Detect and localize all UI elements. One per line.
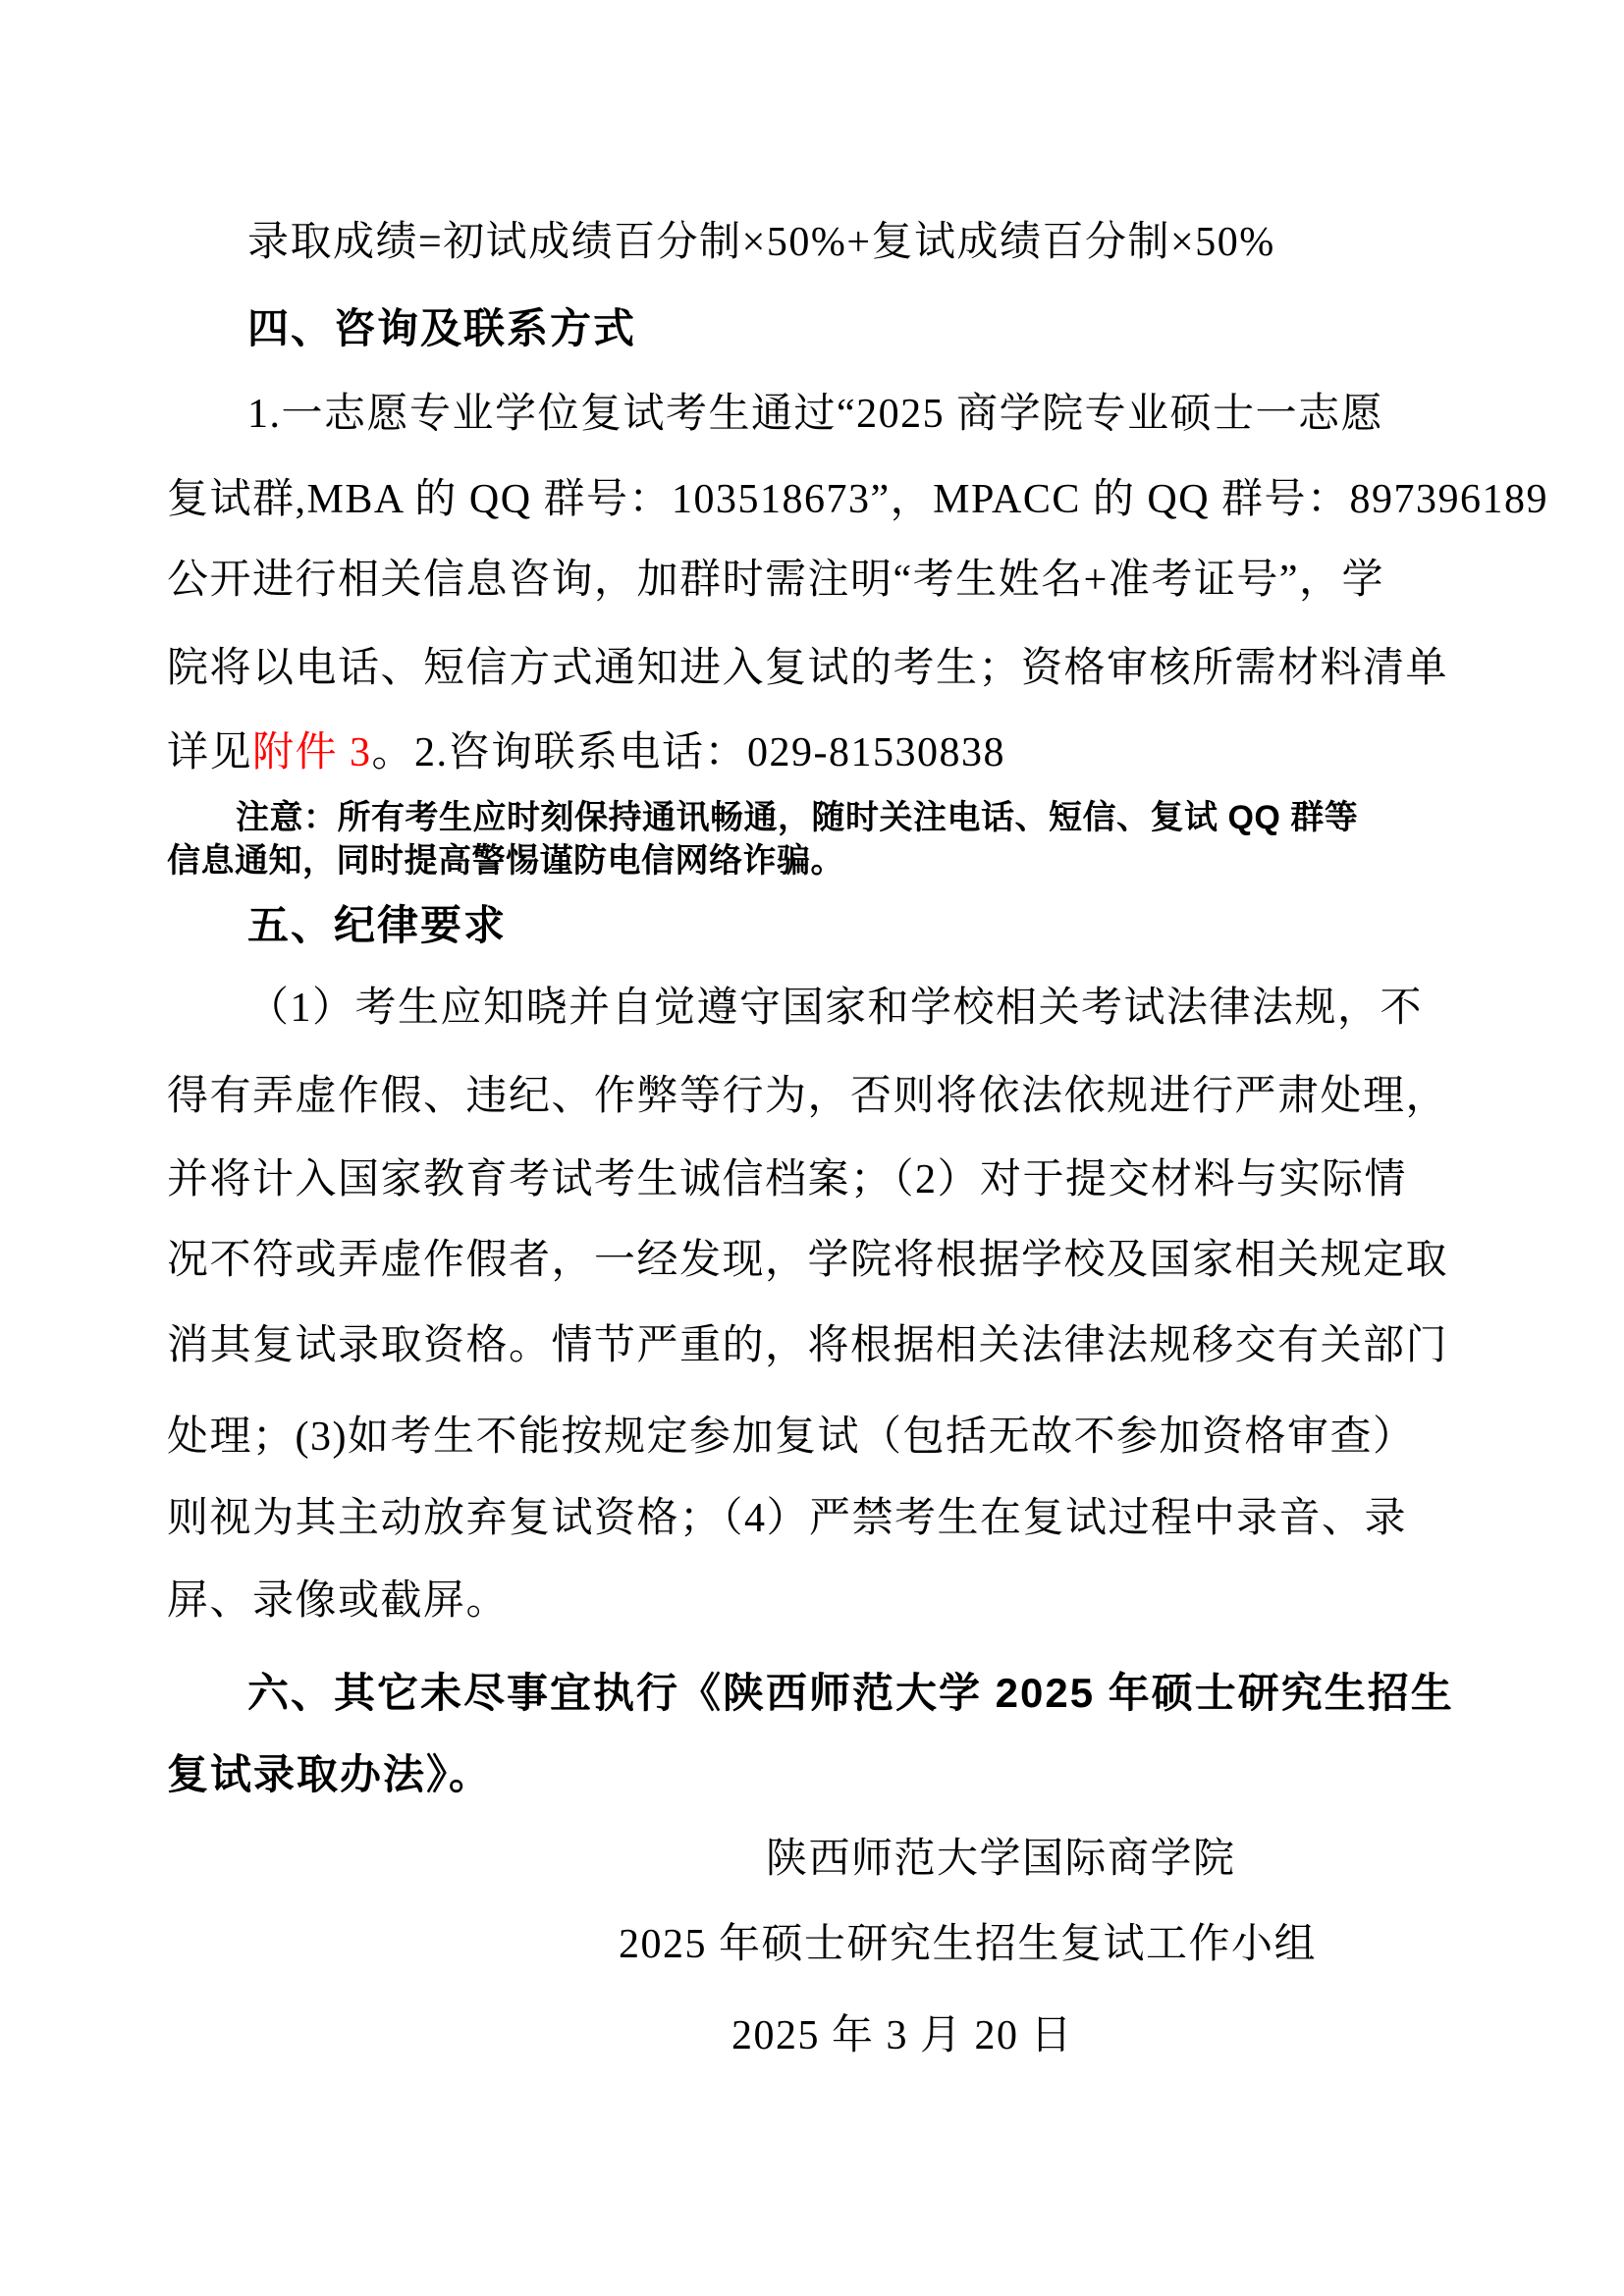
section5-paragraph-line: 并将计入国家教育考试考生诚信档案；（2）对于提交材料与实际情 xyxy=(167,1157,1408,1202)
section5-paragraph-line: （1）考生应知晓并自觉遵守国家和学校相关考试法律法规，不 xyxy=(247,986,1424,1031)
section4-heading: 四、咨询及联系方式 xyxy=(247,305,637,351)
section4-paragraph-line: 院将以电话、短信方式通知进入复试的考生；资格审核所需材料清单 xyxy=(167,646,1449,691)
formula-line: 录取成绩=初试成绩百分制×50%+复试成绩百分制×50% xyxy=(247,220,1275,265)
section6-heading-line: 六、其它未尽事宜执行《陕西师范大学 2025 年硕士研究生招生 xyxy=(247,1670,1454,1716)
section5-paragraph-line: 况不符或弄虚作假者，一经发现，学院将根据学校及国家相关规定取 xyxy=(167,1238,1449,1283)
notice-line: 信息通知，同时提高警惕谨防电信网络诈骗。 xyxy=(167,842,844,880)
notice-line: 注意：所有考生应时刻保持通讯畅通，随时关注电话、短信、复试 QQ 群等 xyxy=(236,799,1359,836)
attachment-3-link[interactable]: 附件 3 xyxy=(252,730,372,775)
section6-heading-line: 复试录取办法》。 xyxy=(167,1751,493,1797)
section5-paragraph-line: 处理；(3)如考生不能按规定参加复试（包括无故不参加资格审查） xyxy=(167,1415,1416,1460)
section5-paragraph-line: 消其复试录取资格。情节严重的，将根据相关法律法规移交有关部门 xyxy=(167,1323,1449,1368)
section4-paragraph-line: 公开进行相关信息咨询，加群时需注明“考生姓名+准考证号”，学 xyxy=(167,558,1384,603)
section4-paragraph-line: 1.一志愿专业学位复试考生通过“2025 商学院专业硕士一志愿 xyxy=(247,392,1384,437)
signature-organization: 陕西师范大学国际商学院 xyxy=(766,1837,1236,1882)
section5-heading: 五、纪律要求 xyxy=(247,902,508,948)
attachment-line-suffix: 。2.咨询联系电话：029-81530838 xyxy=(371,730,1006,775)
section4-paragraph-line: 复试群,MBA 的 QQ 群号：103518673”，MPACC 的 QQ 群号：897396189 xyxy=(167,477,1549,522)
attachment-line-prefix: 详见 xyxy=(167,730,253,775)
section5-paragraph-line: 得有弄虚作假、违纪、作弊等行为，否则将依法依规进行严肃处理， xyxy=(167,1074,1449,1119)
signature-date: 2025 年 3 月 20 日 xyxy=(731,2013,1074,2058)
section5-paragraph-line: 屏、录像或截屏。 xyxy=(167,1578,510,1624)
section5-paragraph-line: 则视为其主动放弃复试资格；（4）严禁考生在复试过程中录音、录 xyxy=(167,1496,1408,1541)
attachment-line xyxy=(167,729,1005,778)
signature-group: 2025 年硕士研究生招生复试工作小组 xyxy=(619,1922,1318,1967)
